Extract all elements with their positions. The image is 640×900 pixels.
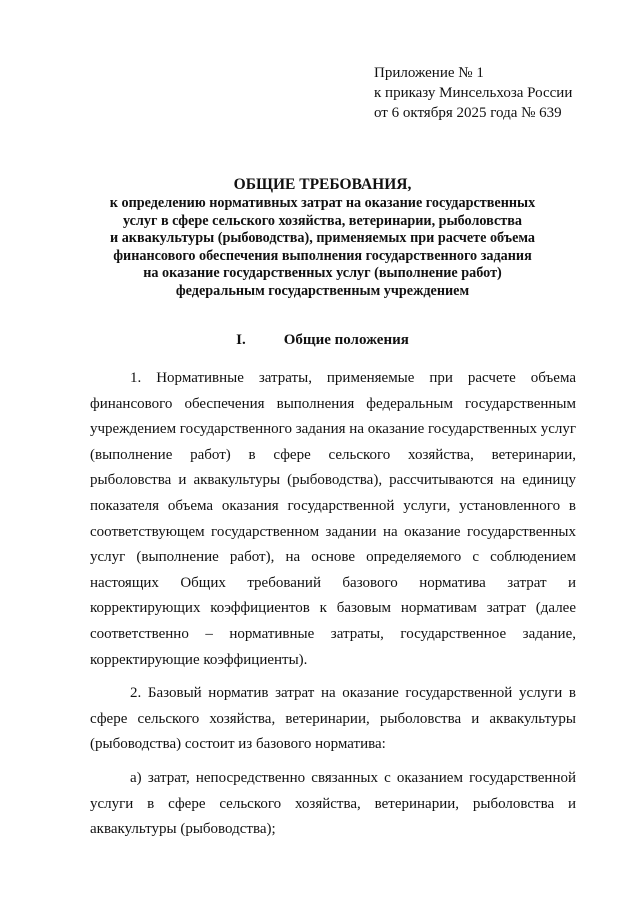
title-main: ОБЩИЕ ТРЕБОВАНИЯ,: [233, 176, 412, 193]
title-line: федеральным государственным учреждением: [175, 282, 470, 299]
appendix-header: [374, 63, 624, 123]
body-text: [90, 366, 576, 851]
appendix-order-ref: к приказу Минсельхоза России: [374, 85, 573, 101]
document-title: [85, 175, 560, 301]
section-heading: [85, 330, 560, 350]
title-line: к определению нормативных затрат на оказание государственных: [109, 195, 536, 211]
title-line: на оказание государственных услуг (выполнение работ): [143, 265, 502, 282]
section-title: Общие положения: [283, 332, 409, 348]
paragraph: 1. Нормативные затраты, применяемые при расчете объема финансового обеспечения выполнения федеральным государственным учреждением государственного задания на оказание государственных услуг (выполнение работ) в сфере сельского хозяйства, ветеринарии, рыболовства и аквакультуры (рыбоводства), рассчитываются на единицу показателя объема оказания государственной услуги, установленного в соответствующем государственном задании на оказание государственных услуг (выполнение работ), на основе определяемого с соблюдением настоящих Общих требований базового норматива затрат и корректирующих коэффициентов к базовым нормативам затрат (далее соответственно – нормативные затраты, государственное задание, корректирующие коэффициенты).: [90, 370, 576, 668]
title-line: финансового обеспечения выполнения государственного задания: [113, 247, 532, 264]
section-number: I.: [236, 332, 246, 348]
appendix-number: Приложение № 1: [374, 65, 484, 81]
title-line: и аквакультуры (рыбоводства), применяемых при расчете объема: [109, 230, 536, 247]
title-line: услуг в сфере сельского хозяйства, ветеринарии, рыболовства: [122, 212, 523, 229]
paragraph: 2. Базовый норматив затрат на оказание государственной услуги в сфере сельского хозяйства, ветеринарии, рыболовства и аквакультуры (рыбоводства) состоит из базового норматива:: [90, 685, 576, 753]
paragraph: а) затрат, непосредственно связанных с оказанием государственной услуги в сфере сельского хозяйства, ветеринарии, рыболовства и аквакультуры (рыбоводства);: [90, 769, 576, 838]
appendix-order-date: от 6 октября 2025 года № 639: [374, 105, 562, 121]
